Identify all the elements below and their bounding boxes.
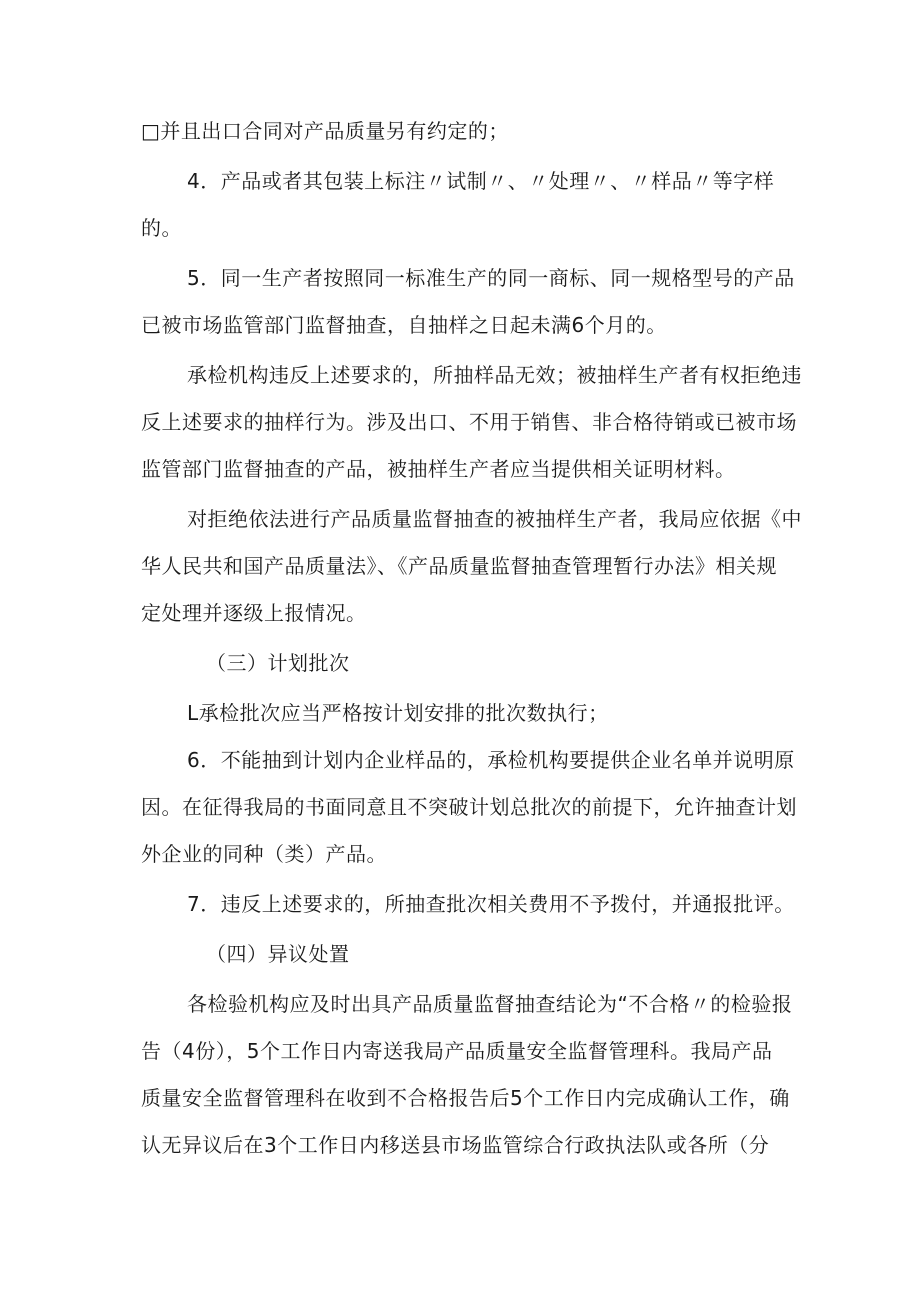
text-line-6: 承检机构违反上述要求的，所抽样品无效；被抽样生产者有权拒绝违 bbox=[187, 363, 802, 387]
section-heading-objection-handling: （四）异议处置 bbox=[206, 942, 350, 966]
text-line-9: 对拒绝依法进行产品质量监督抽查的被抽样生产者，我局应依据《中 bbox=[187, 507, 802, 531]
text-line-7: 反上述要求的抽样行为。涉及出口、不用于销售、非合格待销或已被市场 bbox=[141, 410, 797, 434]
text-line-20: 告（4份），5个工作日内寄送我局产品质量安全监督管理科。我局产品 bbox=[141, 1039, 773, 1063]
text-line-10: 华人民共和国产品质量法》、《产品质量监督抽查管理暂行办法》相关规 bbox=[141, 554, 777, 578]
text-line-15: 因。在征得我局的书面同意且不突破计划总批次的前提下，允许抽查计划 bbox=[141, 795, 797, 819]
text-line-3: 的。 bbox=[141, 216, 182, 240]
text-line-8: 监管部门监督抽查的产品，被抽样生产者应当提供相关证明材料。 bbox=[141, 457, 736, 481]
text-line-16: 外企业的同种（类）产品。 bbox=[141, 842, 387, 866]
text-line-1: □并且出口合同对产品质量另有约定的； bbox=[141, 119, 509, 143]
text-line-14: 6．不能抽到计划内企业样品的，承检机构要提供企业名单并说明原 bbox=[187, 748, 795, 772]
text-line-19: 各检验机构应及时出具产品质量监督抽查结论为“不合格〃的检验报 bbox=[187, 992, 793, 1016]
text-line-17: 7．违反上述要求的，所抽查批次相关费用不予拨付，并通报批评。 bbox=[187, 892, 795, 916]
text-line-13: L承检批次应当严格按计划安排的批次数执行； bbox=[187, 701, 609, 725]
section-heading-plan-batches: （三）计划批次 bbox=[206, 651, 350, 675]
text-line-21: 质量安全监督管理科在收到不合格报告后5个工作日内完成确认工作，确 bbox=[141, 1086, 790, 1110]
text-line-4: 5．同一生产者按照同一标准生产的同一商标、同一规格型号的产品 bbox=[187, 266, 795, 290]
text-line-5: 已被市场监管部门监督抽查，自抽样之日起未满6个月的。 bbox=[141, 313, 667, 337]
text-line-2: 4．产品或者其包装上标注〃试制〃、〃处理〃、〃样品〃等字样 bbox=[187, 169, 775, 193]
text-line-11: 定处理并逐级上报情况。 bbox=[141, 601, 367, 625]
text-line-22: 认无异议后在3个工作日内移送县市场监管综合行政执法队或各所（分 bbox=[141, 1133, 770, 1157]
